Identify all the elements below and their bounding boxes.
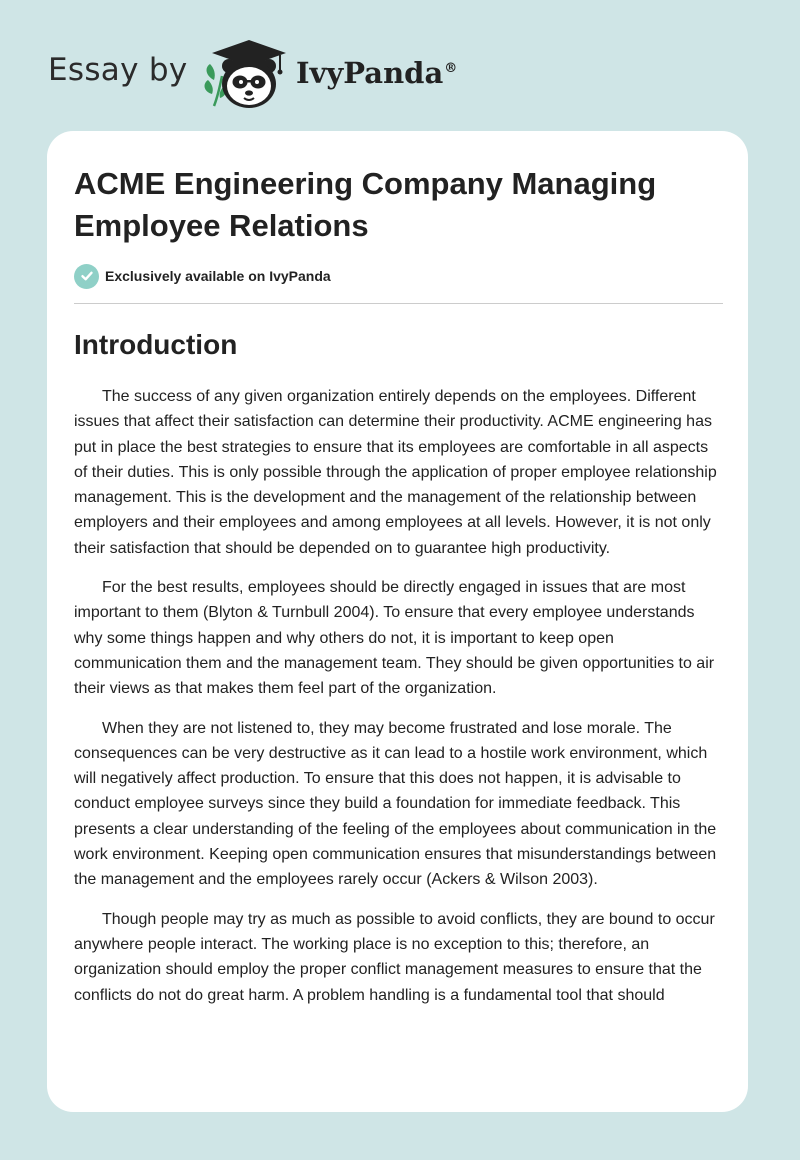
registered-mark: ® — [444, 61, 458, 76]
brand-name[interactable] — [296, 54, 457, 92]
essay-by-label: Essay by — [48, 52, 188, 88]
essay-card — [47, 131, 748, 1112]
divider — [74, 303, 723, 304]
badge-label: Exclusively available on IvyPanda — [105, 268, 331, 284]
page-title: ACME Engineering Company Managing Employee Relations — [74, 166, 657, 243]
paragraph: Though people may try as much as possible to avoid conflicts, they are bound to occur anywhere people interact. The working place is no exception to this; therefore, an organization should employ the proper conflict management measures to ensure that the conflicts do not do great harm. A problem handling is a fundamental tool that should — [74, 910, 715, 1004]
exclusive-badge — [74, 263, 331, 289]
check-icon — [74, 264, 99, 289]
section-heading: Introduction — [74, 329, 238, 360]
site-header — [0, 0, 800, 130]
brand-name-text: IvyPanda — [296, 56, 444, 90]
paragraph: The success of any given organization entirely depends on the employees. Different issues that affect their satisfaction can determine their productivity. ACME engineering has put in place the best strategies to ensure that its employees are comfortable in all aspects of their duties. This is only possible through the application of proper employee relationship management. This is the development and the management of the relationship between employers and their employees and among employees at all levels. However, it is not only their satisfaction that should be depended on to guarantee high productivity. — [74, 388, 717, 557]
panda-graduation-cap-icon[interactable] — [200, 36, 296, 110]
paragraph: When they are not listened to, they may become frustrated and lose morale. The consequences can be very destructive as it can lead to a hostile work environment, which will negatively affect production. To ensure that this does not happen, it is advisable to conduct employee surveys since they build a foundation for immediate feedback. This presents a clear understanding of the feeling of the employees about communication in the work environment. Keeping open communication ensures that misunderstandings between the management and the employees rarely occur (Ackers & Wilson 2003). — [74, 719, 717, 889]
article-body — [74, 384, 724, 1022]
paragraph: For the best results, employees should be directly engaged in issues that are most important to them (Blyton & Turnbull 2004). To ensure that every employee understands why some things happen and why others do not, it is important to keep open communication them and the management team. They should be given opportunities to air their views as that makes them feel part of the organization. — [74, 579, 715, 698]
